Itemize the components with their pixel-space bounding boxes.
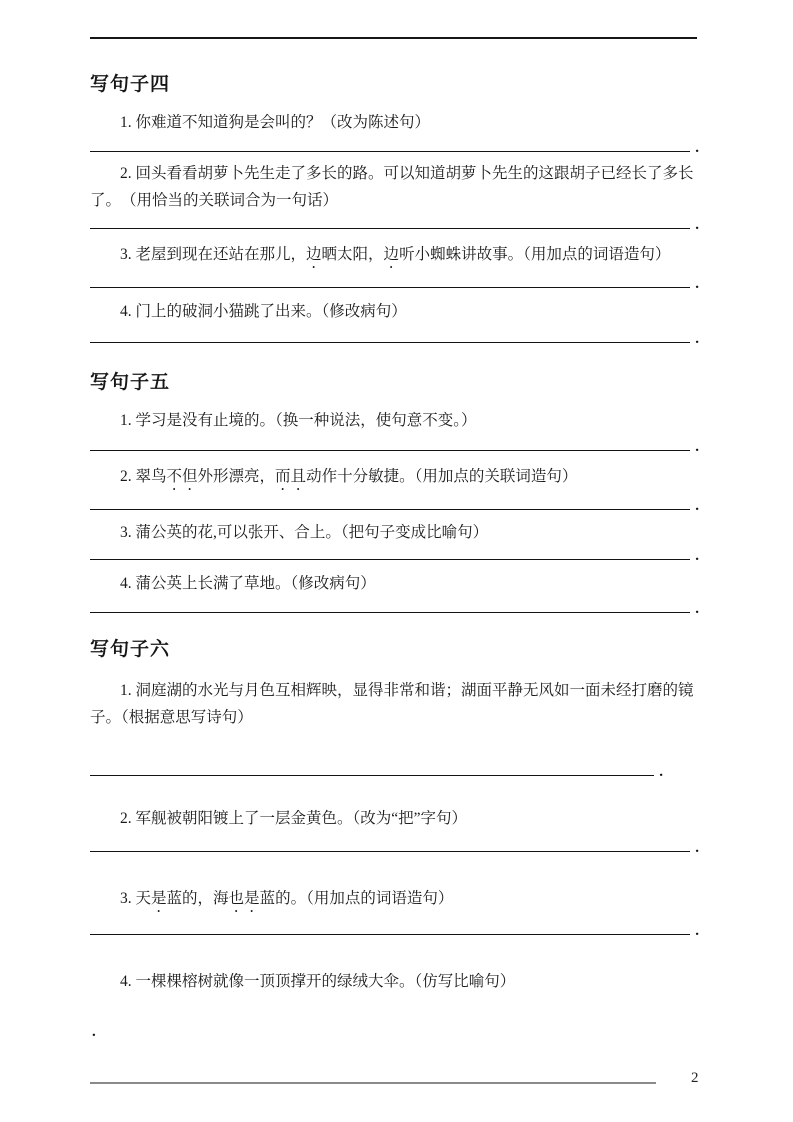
section-title: 写句子六 [90,639,171,660]
line-end-period: . [695,217,699,233]
section-title: 写句子五 [90,372,171,393]
question-text: 动作十分敏捷。（用加点的关联词造句） [306,468,578,485]
line-end-period: . [695,140,699,156]
question-item [90,519,698,546]
question-item [90,968,698,995]
footer-rule [90,1082,656,1084]
answer-blank-line [90,923,699,939]
emphasized-text: 不但 [166,468,198,485]
question-item [90,570,698,597]
answer-blank-line [90,548,699,564]
line-end-period: . [659,764,663,780]
question-text: 4. 门上的破洞小猫跳了出来。（修改病句） [120,303,407,320]
question-text: 1. 学习是没有止境的。（换一种说法，使句意不变。） [120,412,477,429]
question-text: 1. 你难道不知道狗是会叫的？（改为陈述句） [120,114,431,131]
line-end-period: . [695,840,699,856]
emphasized-text: 而且 [275,468,307,485]
answer-blank-line [90,764,663,780]
question-text: 听小蜘蛛讲故事。（用加点的词语造句） [399,246,671,263]
question-text: 2. 回头看看胡萝卜先生走了多长的路。可以知道胡萝卜先生的这跟胡子已经长了多长了。 （用恰当的关联词合为一句话） [90,165,694,209]
question-item [90,805,698,832]
question-text: 2. 翠鸟 [120,468,167,485]
question-text: 2. 军舰被朝阳镀上了一层金黄色。（改为“把”字句） [120,810,468,827]
line-end-period: . [695,923,699,939]
question-text: 4. 蒲公英上长满了草地。（修改病句） [120,575,376,592]
page-number: 2 [691,1070,699,1086]
line-end-period: . [695,439,699,455]
line-end-period: . [695,331,699,347]
emphasized-text: 边 [383,246,400,263]
question-text: 4. 一棵棵榕树就像一顶顶撑开的绿绒大伞。（仿写比喻句） [120,973,516,990]
question-item [90,109,698,136]
answer-blank-line [90,601,699,617]
question-text: 3. 蒲公英的花,可以张开、合上。（把句子变成比喻句） [120,524,489,541]
question-text: 蓝的，海 [166,890,229,907]
question-item [90,160,698,214]
question-item [90,677,698,731]
question-text: 1. 洞庭湖的水光与月色互相辉映，显得非常和谐；湖面平静无风如一面未经打磨的镜子。（根据意思写诗句） [90,682,694,726]
question-item [90,298,698,325]
question-text: 3. 老屋到现在还站在那儿， [120,246,307,263]
answer-blank-line [90,840,699,856]
question-text: 晒太阳， [321,246,384,263]
emphasized-text: 也是 [228,890,260,907]
line-end-period: . [695,601,699,617]
answer-blank-line [90,439,699,455]
answer-blank-line [90,140,699,156]
answer-blank-line [90,331,699,347]
answer-blank-line [90,276,699,292]
line-end-period: . [695,276,699,292]
question-item [90,241,698,272]
section-title: 写句子四 [90,74,171,95]
emphasized-text: 边 [306,246,322,263]
question-text: 外形漂亮， [197,468,276,485]
emphasized-text: 是 [151,890,167,907]
question-text: 3. 天 [120,890,152,907]
stray-period: . [92,1024,96,1040]
question-item [90,407,698,434]
answer-blank-line [90,498,699,514]
answer-blank-line [90,217,699,233]
line-end-period: . [695,548,699,564]
question-item [90,463,698,494]
worksheet-content [90,0,698,1040]
question-item [90,885,698,916]
line-end-period: . [695,498,699,514]
question-text: 蓝的。（用加点的词语造句） [259,890,454,907]
